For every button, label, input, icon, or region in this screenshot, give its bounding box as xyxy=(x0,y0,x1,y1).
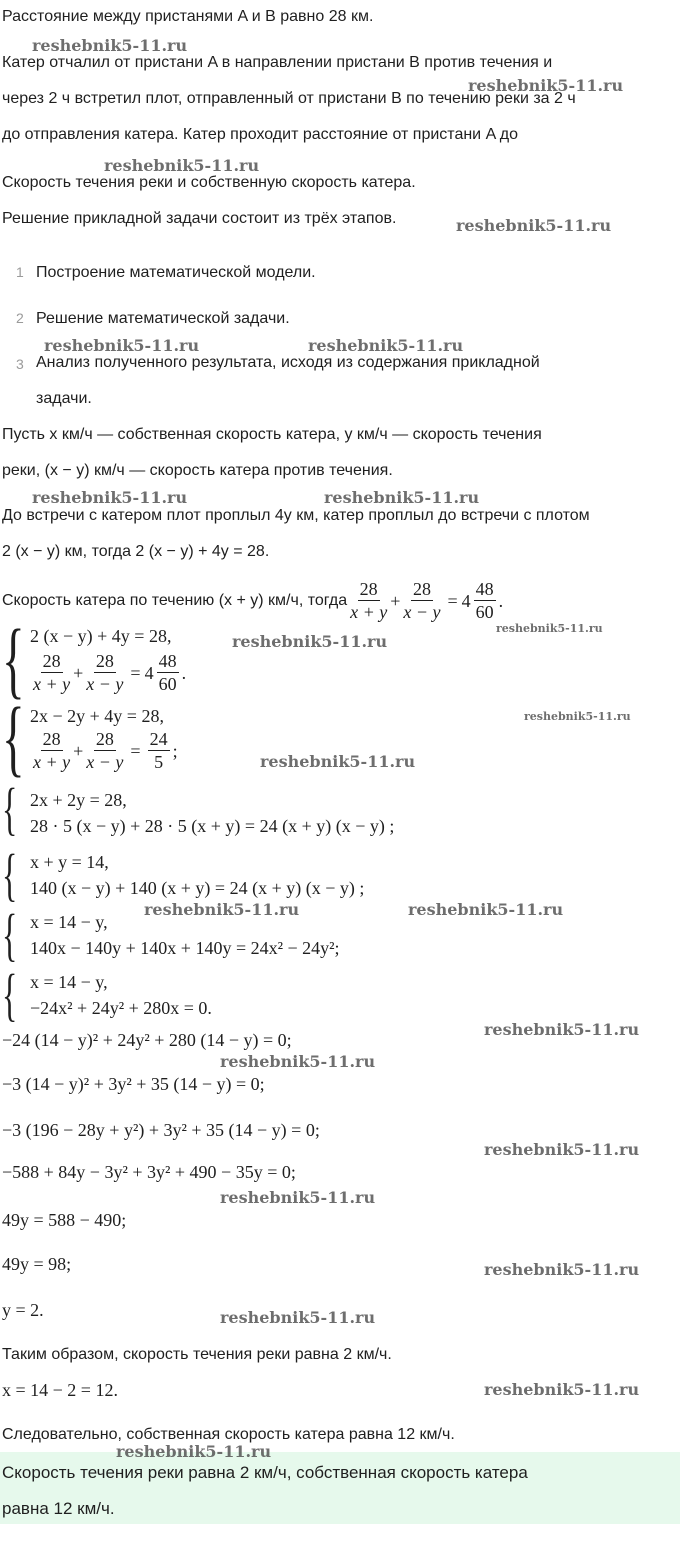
system-brace-3: { xyxy=(2,776,18,841)
equation-6: 49y = 98; xyxy=(2,1254,72,1274)
fraction-28-over-xpy: $\frac{28}{x + y}$ xyxy=(350,579,388,622)
answer-line-2: равна 12 км/ч. xyxy=(2,1499,115,1518)
step-text-1: Построение математической модели. xyxy=(36,264,316,281)
system6-eq1: x = 14 − y, xyxy=(30,972,108,992)
system6-eq2: −24x² + 24y² + 280x = 0. xyxy=(30,998,212,1018)
downstream-text: Скорость катера по течению (x + y) км/ч, тогда xyxy=(2,591,348,609)
equation-8: x = 14 − 2 = 12. xyxy=(2,1380,118,1400)
watermark: reshebnik5-11.ru xyxy=(44,336,200,355)
meet-line-2: 2 (x − y) км, тогда 2 (x − y) + 4y = 28. xyxy=(2,543,270,560)
watermark: reshebnik5-11.ru xyxy=(260,752,416,771)
system-brace-4: { xyxy=(2,842,18,907)
conclusion-1: Таким образом, скорость течения реки равна 2 км/ч. xyxy=(2,1346,392,1363)
watermark: reshebnik5-11.ru xyxy=(220,1308,376,1327)
step-text-2: Решение математической задачи. xyxy=(36,310,290,327)
step-number-2: 2 xyxy=(16,310,24,326)
watermark: reshebnik5-11.ru xyxy=(484,1140,640,1159)
step-number-1: 1 xyxy=(16,264,24,280)
watermark: reshebnik5-11.ru xyxy=(408,900,564,919)
system-brace-5: { xyxy=(2,902,18,967)
watermark: reshebnik5-11.ru xyxy=(524,710,631,723)
watermark: reshebnik5-11.ru xyxy=(144,900,300,919)
conclusion-2: Следовательно, собственная скорость катера равна 12 км/ч. xyxy=(2,1426,455,1443)
downstream-line: Скорость катера по течению (x + y) км/ч, тогда $\frac{28}{x + y}$ + $\frac{28}{x - y}$ = 4 $\frac{48}{60}$ . xyxy=(2,579,504,622)
watermark: reshebnik5-11.ru xyxy=(308,336,464,355)
watermark: reshebnik5-11.ru xyxy=(220,1052,376,1071)
system5-eq1: x = 14 − y, xyxy=(30,912,108,932)
system-brace-2: { xyxy=(2,689,25,785)
watermark: reshebnik5-11.ru xyxy=(484,1260,640,1279)
step-text-3-cont: задачи. xyxy=(36,390,92,407)
fraction-48-over-60: $\frac{48}{60}$ xyxy=(475,579,494,622)
system4-eq1: x + y = 14, xyxy=(30,852,109,872)
equation-7: y = 2. xyxy=(2,1300,44,1320)
system2-eq1: 2x − 2y + 4y = 28, xyxy=(30,706,164,726)
problem-line-2: Катер отчалил от пристани A в направлении пристани B против течения и xyxy=(2,54,553,71)
intro-text: Решение прикладной задачи состоит из трёх этапов. xyxy=(2,210,397,227)
watermark: reshebnik5-11.ru xyxy=(116,1442,272,1461)
system4-eq2: 140 (x − y) + 140 (x + y) = 24 (x + y) (x − y) ; xyxy=(30,878,365,898)
watermark: reshebnik5-11.ru xyxy=(468,76,624,95)
let-line-2: реки, (x − y) км/ч — скорость катера против течения. xyxy=(2,462,393,479)
system1-eq1: 2 (x − y) + 4y = 28, xyxy=(30,626,172,646)
system2-eq2: $\frac{28}{x + y}$ + $\frac{28}{x - y}$ = $\frac{24}{5}$ ; xyxy=(33,729,178,772)
step-number-3: 3 xyxy=(16,356,24,372)
watermark: reshebnik5-11.ru xyxy=(32,488,188,507)
problem-line-4: до отправления катера. Катер проходит расстояние от пристани A до xyxy=(2,126,519,143)
watermark: reshebnik5-11.ru xyxy=(484,1020,640,1039)
watermark: reshebnik5-11.ru xyxy=(496,622,603,635)
system3-eq2: 28 · 5 (x − y) + 28 · 5 (x + y) = 24 (x + y) (x − y) ; xyxy=(30,816,395,836)
problem-line-5: Скорость течения реки и собственную скорость катера. xyxy=(2,174,416,191)
equation-3: −3 (196 − 28y + y²) + 3y² + 35 (14 − y) = 0; xyxy=(2,1120,320,1140)
watermark: reshebnik5-11.ru xyxy=(220,1188,376,1207)
system-brace-1: { xyxy=(2,611,25,707)
step-text-3: Анализ полученного результата, исходя из содержания прикладной xyxy=(36,354,540,371)
watermark: reshebnik5-11.ru xyxy=(104,156,260,175)
let-line-1: Пусть x км/ч — собственная скорость катера, y км/ч — скорость течения xyxy=(2,426,542,443)
equation-5: 49y = 588 − 490; xyxy=(2,1210,127,1230)
watermark: reshebnik5-11.ru xyxy=(232,632,388,651)
watermark: reshebnik5-11.ru xyxy=(456,216,612,235)
system3-eq1: 2x + 2y = 28, xyxy=(30,790,127,810)
system5-eq2: 140x − 140y + 140x + 140y = 24x² − 24y²; xyxy=(30,938,340,958)
equation-4: −588 + 84y − 3y² + 3y² + 490 − 35y = 0; xyxy=(2,1162,296,1182)
meet-line-1: До встречи с катером плот проплыл 4y км, катер проплыл до встречи с плотом xyxy=(2,507,590,524)
watermark: reshebnik5-11.ru xyxy=(32,36,188,55)
watermark: reshebnik5-11.ru xyxy=(484,1380,640,1399)
problem-line-1: Расстояние между пристанями A и B равно 28 км. xyxy=(2,8,374,25)
equation-2: −3 (14 − y)² + 3y² + 35 (14 − y) = 0; xyxy=(2,1074,265,1094)
equation-1: −24 (14 − y)² + 24y² + 280 (14 − y) = 0; xyxy=(2,1030,292,1050)
system1-eq2: $\frac{28}{x + y}$ + $\frac{28}{x - y}$ = 4 $\frac{48}{60}$ . xyxy=(33,651,187,694)
watermark: reshebnik5-11.ru xyxy=(324,488,480,507)
answer-line-1: Скорость течения реки равна 2 км/ч, собственная скорость катера xyxy=(2,1463,528,1482)
system-brace-6: { xyxy=(2,962,18,1027)
problem-line-3: через 2 ч встретил плот, отправленный от пристани B по течению реки за 2 ч xyxy=(2,90,576,107)
fraction-28-over-xmy: $\frac{28}{x - y}$ xyxy=(403,579,441,622)
